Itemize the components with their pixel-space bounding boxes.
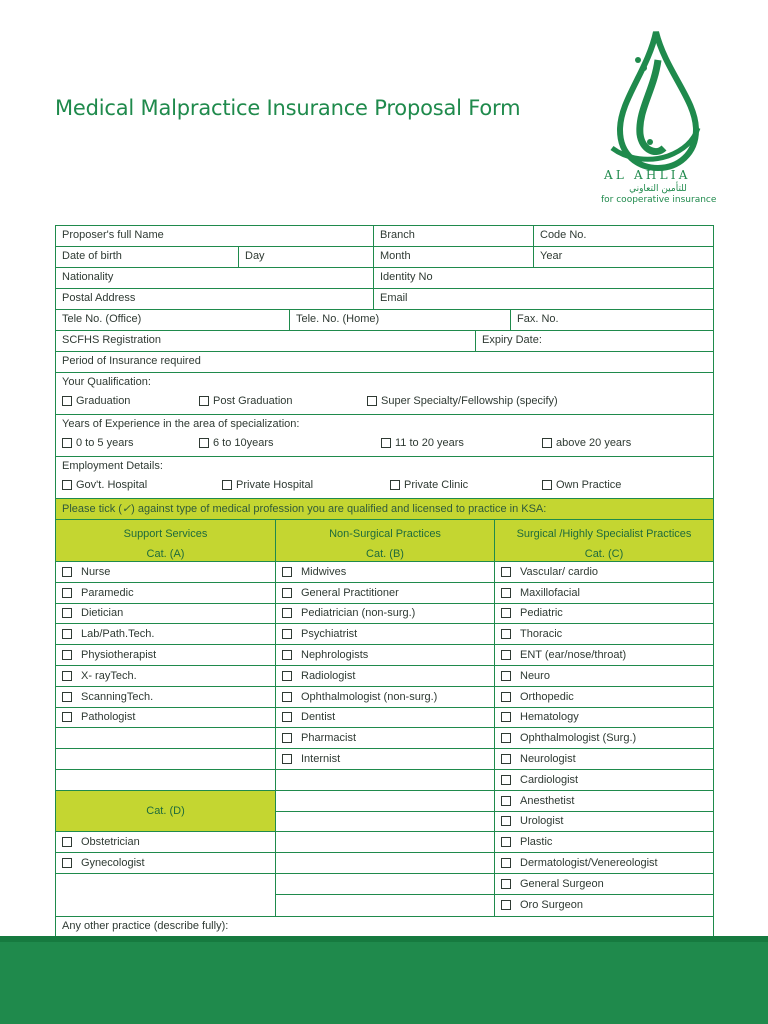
list-item[interactable]: ENT (ear/nose/throat) bbox=[495, 645, 713, 666]
row-nationality bbox=[56, 268, 713, 289]
checkbox[interactable] bbox=[501, 567, 511, 577]
checkbox[interactable] bbox=[62, 396, 72, 406]
checkbox[interactable] bbox=[62, 438, 72, 448]
logo-subtitle: for cooperative insurance bbox=[601, 195, 717, 205]
checkbox[interactable] bbox=[62, 692, 72, 702]
category-headers bbox=[56, 520, 713, 562]
list-item[interactable]: Ophthalmologist (Surg.) bbox=[495, 728, 713, 749]
checkbox[interactable] bbox=[501, 816, 511, 826]
qualification-post-graduation[interactable]: Post Graduation bbox=[199, 395, 367, 407]
cat-b-header: Non-Surgical Practices Cat. (B) bbox=[276, 520, 495, 561]
checkbox[interactable] bbox=[501, 900, 511, 910]
profession-notice: Please tick (✓) against type of medical profession you are qualified and licensed to practice in KSA: bbox=[56, 499, 713, 520]
list-item[interactable]: Pediatric bbox=[495, 604, 713, 625]
logo-wordmark: AL AHLIA bbox=[604, 168, 691, 182]
checkbox[interactable] bbox=[501, 671, 511, 681]
profession-grid bbox=[56, 562, 713, 916]
checkbox[interactable] bbox=[390, 480, 400, 490]
dob-label: Date of birth bbox=[56, 247, 239, 267]
list-item[interactable]: Nurse bbox=[56, 562, 275, 583]
month-field[interactable]: Month bbox=[374, 247, 534, 267]
checkbox[interactable] bbox=[501, 650, 511, 660]
list-item[interactable]: X- rayTech. bbox=[56, 666, 275, 687]
empty-cell bbox=[56, 749, 275, 770]
list-item[interactable]: Urologist bbox=[495, 812, 713, 833]
empty-cell bbox=[56, 728, 275, 749]
row-employment bbox=[56, 457, 713, 499]
checkbox[interactable] bbox=[381, 438, 391, 448]
checkbox[interactable] bbox=[62, 480, 72, 490]
list-item[interactable]: Gynecologist bbox=[56, 853, 275, 874]
expiry-date-field[interactable]: Expiry Date: bbox=[482, 334, 542, 346]
checkbox[interactable] bbox=[199, 396, 209, 406]
empty-cell bbox=[276, 832, 494, 853]
cat-b-column bbox=[276, 562, 495, 916]
proposal-form bbox=[55, 225, 714, 938]
list-item[interactable]: Lab/Path.Tech. bbox=[56, 624, 275, 645]
qualification-super-specialty[interactable]: Super Specialty/Fellowship (specify) bbox=[367, 395, 558, 407]
checkbox[interactable] bbox=[282, 608, 292, 618]
checkbox[interactable] bbox=[222, 480, 232, 490]
checkbox[interactable] bbox=[367, 396, 377, 406]
checkbox[interactable] bbox=[501, 796, 511, 806]
list-item[interactable]: Ophthalmologist (non-surg.) bbox=[276, 687, 494, 708]
fax-field[interactable]: Fax. No. bbox=[517, 313, 559, 325]
checkbox[interactable] bbox=[501, 629, 511, 639]
checkbox[interactable] bbox=[282, 629, 292, 639]
empty-cell bbox=[276, 791, 494, 812]
tele-office-field[interactable]: Tele No. (Office) bbox=[56, 310, 290, 330]
list-item[interactable]: Psychiatrist bbox=[276, 624, 494, 645]
empty-cell bbox=[56, 874, 275, 895]
cat-a-header: Support Services Cat. (A) bbox=[56, 520, 276, 561]
employment-private-clinic[interactable]: Private Clinic bbox=[390, 479, 542, 491]
row-other-practice bbox=[56, 916, 713, 937]
checkbox[interactable] bbox=[282, 754, 292, 764]
checkbox[interactable] bbox=[62, 608, 72, 618]
checkbox[interactable] bbox=[62, 588, 72, 598]
list-item[interactable]: Pediatrician (non-surg.) bbox=[276, 604, 494, 625]
checkbox[interactable] bbox=[501, 754, 511, 764]
empty-cell bbox=[276, 770, 494, 791]
list-item[interactable]: Thoracic bbox=[495, 624, 713, 645]
list-item[interactable]: Paramedic bbox=[56, 583, 275, 604]
checkbox[interactable] bbox=[501, 608, 511, 618]
row-scfhs bbox=[56, 331, 713, 352]
list-item[interactable]: Pathologist bbox=[56, 708, 275, 729]
list-item[interactable]: Orthopedic bbox=[495, 687, 713, 708]
row-dob bbox=[56, 247, 713, 268]
identity-no-field[interactable]: Identity No bbox=[380, 271, 433, 283]
row-address bbox=[56, 289, 713, 310]
list-item[interactable]: Obstetrician bbox=[56, 832, 275, 853]
list-item[interactable]: Cardiologist bbox=[495, 770, 713, 791]
qualification-label: Your Qualification: bbox=[62, 376, 151, 388]
cat-c-header: Surgical /Highly Specialist Practices Cat. (C) bbox=[516, 528, 692, 560]
experience-label: Years of Experience in the area of specialization: bbox=[62, 418, 300, 430]
list-item[interactable]: Plastic bbox=[495, 832, 713, 853]
day-field[interactable]: Day bbox=[239, 247, 374, 267]
empty-cell bbox=[56, 770, 275, 791]
checkbox[interactable] bbox=[62, 671, 72, 681]
checkbox[interactable] bbox=[282, 712, 292, 722]
empty-cell bbox=[276, 895, 494, 916]
list-item[interactable]: Radiologist bbox=[276, 666, 494, 687]
list-item[interactable]: ScanningTech. bbox=[56, 687, 275, 708]
row-name bbox=[56, 226, 713, 247]
checkbox[interactable] bbox=[282, 567, 292, 577]
checkbox[interactable] bbox=[62, 629, 72, 639]
list-item[interactable]: General Practitioner bbox=[276, 583, 494, 604]
experience-6-10[interactable]: 6 to 10years bbox=[199, 437, 381, 449]
logo-arabic: للتأمين التعاوني bbox=[629, 184, 687, 194]
checkbox[interactable] bbox=[282, 588, 292, 598]
postal-address-field[interactable]: Postal Address bbox=[56, 289, 374, 309]
list-item[interactable]: Maxillofacial bbox=[495, 583, 713, 604]
list-item[interactable]: Pharmacist bbox=[276, 728, 494, 749]
employment-own-practice[interactable]: Own Practice bbox=[542, 479, 621, 491]
checkbox[interactable] bbox=[501, 692, 511, 702]
full-name-field[interactable]: Proposer's full Name bbox=[56, 226, 374, 246]
tick-icon: ✓ bbox=[121, 503, 132, 515]
empty-cell bbox=[276, 853, 494, 874]
checkbox[interactable] bbox=[501, 712, 511, 722]
checkbox[interactable] bbox=[542, 438, 552, 448]
footer-band bbox=[0, 936, 768, 1024]
checkbox[interactable] bbox=[199, 438, 209, 448]
branch-field[interactable]: Branch bbox=[374, 226, 534, 246]
checkbox[interactable] bbox=[501, 879, 511, 889]
list-item[interactable]: Vascular/ cardio bbox=[495, 562, 713, 583]
list-item[interactable]: Hematology bbox=[495, 708, 713, 729]
checkbox[interactable] bbox=[62, 567, 72, 577]
experience-0-5[interactable]: 0 to 5 years bbox=[62, 437, 199, 449]
row-experience bbox=[56, 415, 713, 457]
list-item[interactable]: Midwives bbox=[276, 562, 494, 583]
experience-11-20[interactable]: 11 to 20 years bbox=[381, 437, 542, 449]
checkbox[interactable] bbox=[501, 733, 511, 743]
list-item[interactable]: Neurologist bbox=[495, 749, 713, 770]
year-field[interactable]: Year bbox=[540, 250, 563, 262]
checkbox[interactable] bbox=[501, 837, 511, 847]
empty-cell bbox=[276, 874, 494, 895]
row-phone bbox=[56, 310, 713, 331]
cat-d-header: Cat. (D) bbox=[56, 791, 275, 833]
email-field[interactable]: Email bbox=[380, 292, 408, 304]
checkbox[interactable] bbox=[282, 671, 292, 681]
list-item[interactable]: Dermatologist/Venereologist bbox=[495, 853, 713, 874]
scfhs-field[interactable]: SCFHS Registration bbox=[56, 331, 476, 351]
checkbox[interactable] bbox=[542, 480, 552, 490]
page-title: Medical Malpractice Insurance Proposal Form bbox=[55, 96, 521, 120]
al-ahlia-logo bbox=[598, 30, 716, 210]
checkbox[interactable] bbox=[62, 858, 72, 868]
checkbox[interactable] bbox=[501, 588, 511, 598]
checkbox[interactable] bbox=[62, 712, 72, 722]
list-item[interactable]: General Surgeon bbox=[495, 874, 713, 895]
row-period bbox=[56, 352, 713, 373]
period-field[interactable]: Period of Insurance required bbox=[62, 355, 201, 367]
list-item[interactable]: Dentist bbox=[276, 708, 494, 729]
qualification-graduation[interactable]: Graduation bbox=[62, 395, 199, 407]
nationality-field[interactable]: Nationality bbox=[56, 268, 374, 288]
row-qualification bbox=[56, 373, 713, 415]
list-item[interactable]: Nephrologists bbox=[276, 645, 494, 666]
experience-above-20[interactable]: above 20 years bbox=[542, 437, 631, 449]
checkbox[interactable] bbox=[62, 650, 72, 660]
checkbox[interactable] bbox=[282, 733, 292, 743]
employment-govt-hospital[interactable]: Gov't. Hospital bbox=[62, 479, 222, 491]
list-item[interactable]: Physiotherapist bbox=[56, 645, 275, 666]
employment-label: Employment Details: bbox=[62, 460, 163, 472]
employment-private-hospital[interactable]: Private Hospital bbox=[222, 479, 390, 491]
list-item[interactable]: Oro Surgeon bbox=[495, 895, 713, 916]
checkbox[interactable] bbox=[501, 858, 511, 868]
checkbox[interactable] bbox=[282, 692, 292, 702]
other-practice-field[interactable]: Any other practice (describe fully): bbox=[62, 919, 229, 932]
checkbox[interactable] bbox=[282, 650, 292, 660]
empty-cell bbox=[276, 812, 494, 833]
cat-c-column bbox=[495, 562, 713, 916]
cat-a-column bbox=[56, 562, 276, 916]
list-item[interactable]: Internist bbox=[276, 749, 494, 770]
tele-home-field[interactable]: Tele. No. (Home) bbox=[290, 310, 511, 330]
list-item[interactable]: Anesthetist bbox=[495, 791, 713, 812]
list-item[interactable]: Neuro bbox=[495, 666, 713, 687]
code-no-field[interactable]: Code No. bbox=[540, 229, 587, 241]
checkbox[interactable] bbox=[62, 837, 72, 847]
checkbox[interactable] bbox=[501, 775, 511, 785]
list-item[interactable]: Dietician bbox=[56, 604, 275, 625]
